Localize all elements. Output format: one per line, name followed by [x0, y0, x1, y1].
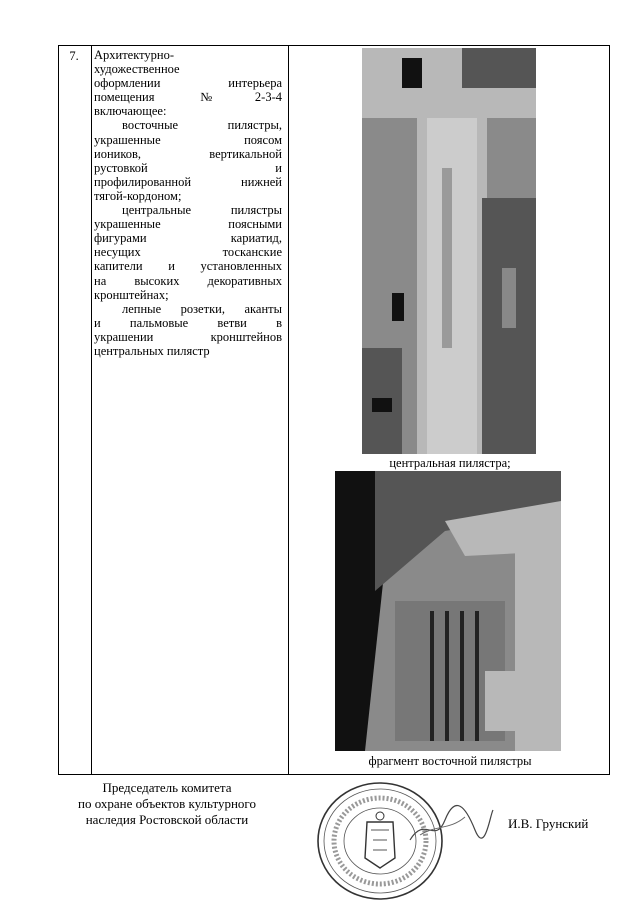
description-line: центральные пилястры [122, 203, 282, 218]
central-pilaster-photo [362, 48, 536, 454]
description-line: включающее: [94, 104, 167, 119]
description-line: и пальмовые ветви в [94, 315, 282, 330]
signatory-title-line: Председатель комитета [102, 780, 232, 795]
description-line: украшенные поясом [94, 132, 282, 147]
column-divider [91, 46, 92, 774]
description-line: оформлении интерьера [94, 76, 282, 91]
description-line: украшенные поясными [94, 217, 282, 232]
signatory-title-line: по охране объектов культурного [78, 796, 256, 811]
description-line: иоников, вертикальной [94, 146, 282, 161]
photo2-caption: фрагмент восточной пилястры [368, 754, 532, 768]
signatory-name: И.В. Грунский [508, 816, 589, 831]
description-line: несущих тосканские [94, 245, 282, 260]
signatory-title-line: наследия Ростовской области [85, 812, 249, 827]
description-line: капители и установленных [94, 259, 282, 274]
description-line: профилированной нижней [94, 174, 282, 189]
description-line: кронштейнах; [94, 287, 169, 302]
description-line: украшении кронштейнов [94, 329, 282, 344]
description-line: лепные розетки, аканты [122, 301, 282, 316]
description-line: Архитектурно- [94, 48, 175, 62]
description-line: фигурами кариатид, [94, 231, 282, 246]
row-description [94, 48, 282, 358]
column-divider [288, 46, 289, 774]
signatory-title [54, 780, 280, 828]
description-line: рустовкой и [94, 160, 282, 175]
eastern-pilaster-photo [335, 471, 561, 751]
handwritten-signature [405, 795, 495, 855]
description-line: помещения №2-3-4 [94, 90, 282, 105]
row-number: 7. [69, 49, 79, 63]
description-line: художественное [94, 62, 180, 77]
description-line: на высоких декоративных [94, 273, 282, 288]
description-line: тягой-кордоном; [94, 188, 182, 203]
photo1-caption: центральная пилястра; [389, 456, 511, 470]
description-line: центральных пилястр [94, 343, 210, 358]
description-line: восточные пилястры, [122, 118, 282, 133]
heritage-table [58, 45, 610, 775]
